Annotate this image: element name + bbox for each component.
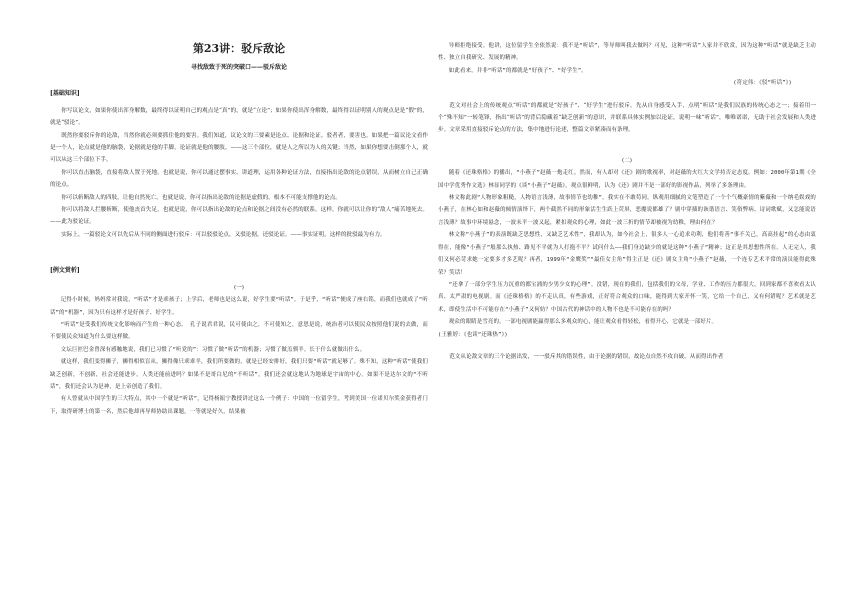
basic-paragraph: 你可以将敌人拦腰斩断，使他丧首失足，也就是说，你可以指出论敌的论点和论据之间没有必然的联系。这样，你就可以让你的“敌人”痛苦地死去。——此为驳论证。 [50, 207, 428, 226]
example-paragraph: 就这样，我们变得狮子，狮得相似盲从，狮得像只乖乖羊，我们所要做的，就是已经安排好，我们只要“听话”就足够了。殊不知，这种“听话”使我们缺乏创新，不创新，社会还能进步，人类还能前进吗？如果不是哥白尼的“不听话”，我们还会就这地认为地球是宇宙的中心。如果不是达尔文的“不听话”，我们还会认为是神，是上帝创造了我们。 [50, 359, 428, 390]
basic-paragraph: 实际上，一篇驳论文可以先后从不同的侧面进行驳斥：可以驳驳论点，又驳论据，还驳论证。——事实证明，这样的批驳最为有力。 [61, 231, 386, 238]
page-title: 第23讲：驳斥敌论 [192, 42, 286, 55]
example-marker-2: (二) [622, 157, 632, 164]
example-paragraph: 如此看来，并非“听话”的都就是“好孩子”、“好学生”。 [448, 67, 587, 74]
example-paragraph: 观众的眼睛是雪亮的，一部电视剧能赢得那么多观众的心，能让观众看得轻松，看得开心，它就是一部好片。 [448, 319, 718, 326]
basic-paragraph: 你写议论文，如果你使出浑身解数，最终得以证明自己的观点是“真”的，就是“立论”；如果你使出浑身解数，最终得以证明别人的观点是是“假”的，就是“驳论”。 [50, 107, 428, 127]
basic-paragraph: 你可以斩断敌人的四肢，让他自然死亡。也就是说，你可以指出论敌的论据是虚假的，根本不可能支撑他的论点。 [61, 194, 341, 201]
section-heading-example: [例文赏析] [50, 267, 80, 275]
commentary-paragraph-2: 范文从论敌文章的三个论据出发，一一驳斥其的错误性，由于论据的错误，故论点自然不攻自破，从而得出作者 [449, 353, 724, 360]
example-paragraph: 记得小时候，妈妈常对我说，“听话”才是乖孩子；上学后，老师也是这么说，好学生要“听话”。于是乎，“听话”便成了座右铭，而我们也就成了“听话”的“机器”，因为只有这样才是好孩子、好学生。 [50, 297, 428, 316]
example-paragraph: 导师拒绝接受。他讲，这位留学生全依然说：我不是“听话”，等导师叫我去做吗？可见，这种“听话”人家并不欣赏，因为这种“听话”就是缺乏主动性、独立自我研究、发展的精神。 [438, 43, 816, 62]
example-paragraph: “听话”是受我们传统文化影响而产生的一种心态。 孔子说君君说，民可使由之，不可使知之，意思是说，统治者可以使民众按照他们说的去做，而不要使民众知道为什么要这样做。 [50, 321, 428, 341]
basic-paragraph: 既然你要驳斥你的论敌，当然你就必须要抓住他的要害。我们知道，议论文的三要素是论点、论据和论证。驳者者，要害也。如果把一篇议论文看作是一个人，论点就是他的脑袋，论据就是他的手脚，论证就是他的腰肢。——这三个部位，就是人之所以为人的关键；当然，如果你想要击倒那个人，就可以从这三个部位下手。 [50, 132, 428, 164]
example-paragraph: 林文称此剧“人物形象粗糙，人物语言浅薄，故事情节也幼稚”，我实在不敢苟同。纵观用细腻的文笔塑造了一个个气概豪情的紫薇和一个纳毛娱戏的小燕子，在林心如和赵薇的倾情演绎下，两个截然不同的形象活生生跃上荧屏，恶魔说都雄了？剧中穿插的诙谐语言、笑俗弊病、诗词歌赋，又怎能说语言浅薄？故事中环境悬念，一波未平一波又起，紧扣观众的心理，如此一波三折的情节却被视为幼稚，理由何在？ [438, 195, 816, 226]
example-paragraph: 文坛巨匠巴金曾深有感触地说，我们已习惯了“听党的”：习惯了做“听话”的机器；习惯了做羔驯羊。长于什么就做出什么。 [60, 346, 366, 353]
left-column [50, 38, 428, 418]
page-subtitle: 寻找敌致于死的突破口——驳斥敌论 [190, 64, 287, 71]
commentary-paragraph-1: 范文对社会上的传统观点“听话”的都就是“好孩子”、“好学生”进行驳斥。先从自身感受入手，点明“听话”是我们民族的传统心态之一；接着用一个“殊不知”一转笔锋，指出“听话”的背后隐藏着“缺乏创新”的意识，并联系具体实例加以论证，说明一味“听话”，唯唯诺诺，无助于社会发展和人类进步。文章采用直接驳斥论点的方法，集中地进行论述，整篇文章紧凑而有条理。 [438, 102, 816, 134]
example-paragraph: 林文称“小燕子”的表演既缺乏思想性，又缺乏艺术性”，我却认为，如今社会上，很多人一心追求功利，他们将善“事不关己，高高挂起”的心态由衷得在，能像“小燕子”般那么执热、路见不平就为人打抱不平？试问什么——我们身边缺少的就是这种“小燕子”精神；这正是其思想性所在。人无完人，我们又何必苛求她一定要多才多艺呢？再者，1999年“金鹰奖”“最佳女主角”得主正是《还》剧女主角“小燕子”赵薇，一个连专艺术平常的演员能得此殊荣？笑话！ [438, 232, 816, 276]
example-marker-1: (一) [234, 284, 244, 291]
section-heading-basic: [基础知识] [50, 90, 80, 98]
source-citation-2: (王雅婷：《也谈“还珠热”》) [438, 331, 508, 338]
right-column [438, 40, 816, 363]
example-paragraph: “还拿了一部分学生压力沉重的都宝浦的少男少女的心理”。没错，现在的我们，包括我们的父母，学业、工作的压力都很大，回到家都不喜欢看太认真、太严肃的电视剧。而《还珠格格》的不走认真，有些游戏，正好符合观众的口味，能得到大家开怀一笑，它给一个自己，又有何错呢？艺术就是艺术，即使生活中不可能存在“小燕子”又何妨？中国古代的神话中的人物不也是不可能存在的吗？ [438, 281, 816, 313]
example-paragraph: 有人曾就从中国学生的三大特点，其中一个就是“听话”，记得杨振宁教授讲过这么一个例子：中国的一位留学生，考到美国一位诺贝尔奖金获得者门下，取得研博士的第一名，然后他却再导师协助出课题，一等就是好久，结果被 [50, 396, 428, 415]
basic-paragraph: 你可以直击脑袋，直接将敌人置于死地。也就是说，你可以通过摆事实、讲道理，运用各种论证方法，直接指出论敌的论点错误，从而树立自己正确的论点。 [50, 169, 428, 189]
source-citation-1: (符定伟：《驳“听话”》) [733, 80, 792, 87]
example-paragraph: 随着《还珠格格》的播出，“小燕子”赵薇一炮走红。然而，有人却对《还》剧的歌视率，对赵薇的火红大文学持否定态度。例如：2000年第1期《全国中学优秀作文选》林显同学的《谈“小燕子”赵薇》，观点很鲜明，认为《还》剧并不是一部好的影视作品，列举了多条理由。 [438, 170, 816, 189]
